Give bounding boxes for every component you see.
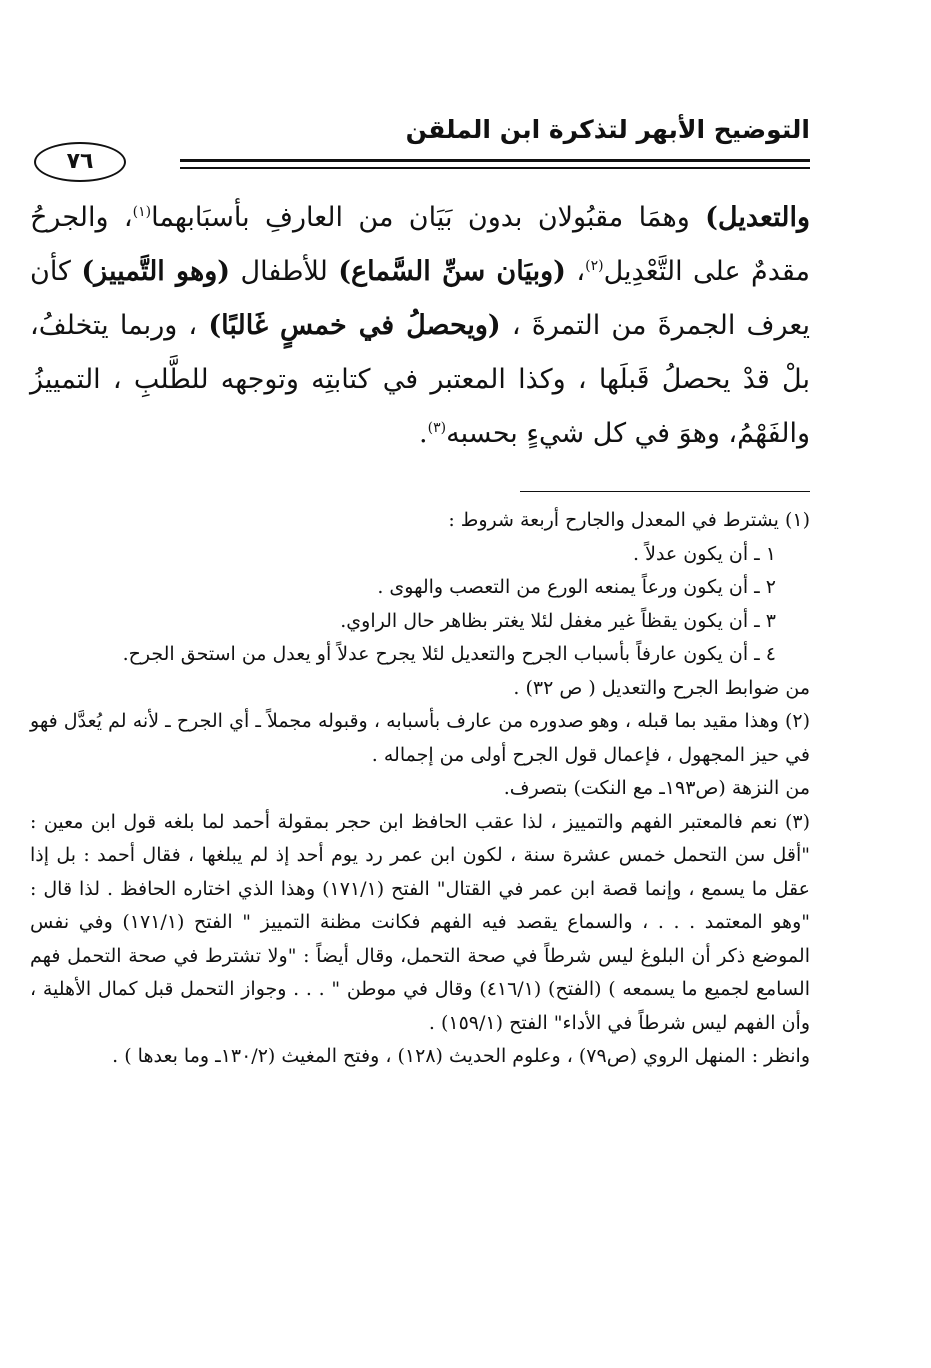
page-header	[30, 95, 810, 185]
footnote-3-see-also: وانظر : المنهل الروي (ص٧٩) ، وعلوم الحديث (١٢٨) ، وفتح المغيث (١٣٠/٢ـ وما بعدها ) .	[112, 1045, 810, 1067]
text-run: للأطفال	[230, 256, 339, 287]
main-text	[30, 191, 810, 461]
bold-phrase: (وهو التَّمييز)	[81, 256, 231, 287]
header-rule-top	[180, 159, 810, 162]
text-run: ، وربما يتخلفُ، بلْ قدْ يحصلُ قَبلَها ، وكذا المعتبر في كتابتِه وتوجهه للطَّلبِ ، التمييزُ والفَهْمُ، وهوَ في كل شيءٍ بحسبه	[30, 310, 810, 449]
footnote-1-item: ٣ ـ أن يكون يقظاً غير مغفل لئلا يغتر بظاهر حال الراوي.	[340, 609, 776, 632]
bold-phrase: والتعديل)	[705, 202, 810, 233]
footnote-3: (٣) نعم فالمعتبر الفهم والتمييز ، لذا عقب الحافظ ابن حجر بمقولة أحمد لما بلغه قول ابن معين : "أقل سن التحمل خمس عشرة سنة ، لكون ابن عمر رد يوم أحد إذ لم يبلغها ، فقال أحمد : بل إذا عقل ما يسمع ، وإنما قصة ابن عمر في القتال" الفتح (١٧١/١) وهذا الذي اختاره الحافظ . لذا قال : "وهو المعتمد . . . ، والسماع يقصد فيه الفهم فكانت مظنة التمييز " الفتح (١٧١/١) وفي نفس الموضع ذكر أن البلوغ ليس شرطاً في صحة التحمل، وقال أيضاً : "ولا تشترط في صحة التحمل فهم السامع لجميع ما يسمعه ) (الفتح) (٤١٦/١) وقال في موطن " . . . وجواز التحمل قبل كمال الأهلية ، وأن الفهم ليس شرطاً في الأداء" الفتح (١٥٩/١) .	[30, 810, 810, 1034]
footnote-1-intro: (١) يشترط في المعدل والجارح أربعة شروط :	[448, 509, 810, 531]
bold-phrase: (ويحصلُ في خمسٍ غَالبًا)	[208, 310, 501, 341]
text-run: .	[419, 418, 428, 449]
running-title: التوضيح الأبهر لتذكرة ابن الملقن	[405, 115, 810, 144]
page-number: ٧٦	[34, 142, 126, 182]
footnote-separator	[520, 491, 810, 492]
footnote-2: (٢) وهذا مقيد بما قبله ، وهو صدوره من عارف بأسبابه ، وقبوله مجملاً ـ أي الجرح ـ لأنه لم يُعدَّل فهو في حيز المجهول ، فإعمال قول الجرح أولى من إجماله .	[30, 710, 810, 766]
footnote-ref-1[interactable]: (١)	[132, 204, 152, 220]
text-run: كأن يعرف الجمرةَ من التمرةَ ،	[30, 256, 810, 341]
text-run: وهمَا مقبُولان بدون بَيَان من العارفِ بأسبَابهما	[151, 202, 706, 233]
header-rule-bottom	[180, 167, 810, 169]
text-run: ، والجرحُ مقدمٌ على التَّعْدِيل	[30, 202, 811, 287]
footnote-ref-2[interactable]: (٢)	[585, 258, 604, 274]
footnote-1-item: ٤ ـ أن يكون عارفاً بأسباب الجرح والتعديل لئلا يجرح عدلاً أو يعدل من استحق الجرح.	[122, 643, 776, 665]
bold-phrase: (وبيَان سنِّ السَّماع)	[338, 256, 566, 287]
footnote-2-source: من النزهة (ص١٩٣ـ مع النكت) بتصرف.	[503, 777, 810, 799]
footnote-ref-3[interactable]: (٣)	[427, 420, 447, 436]
footnote-1-item: ٢ ـ أن يكون ورعاً يمنعه الورع من التعصب والهوى .	[377, 576, 776, 598]
footnotes	[30, 504, 810, 1074]
book-page	[30, 95, 810, 1074]
text-run: ،	[565, 256, 586, 287]
footnote-1-source: من ضوابط الجرح والتعديل ( ص ٣٢) .	[513, 676, 810, 699]
footnote-1-item: ١ ـ أن يكون عدلاً .	[633, 542, 776, 565]
